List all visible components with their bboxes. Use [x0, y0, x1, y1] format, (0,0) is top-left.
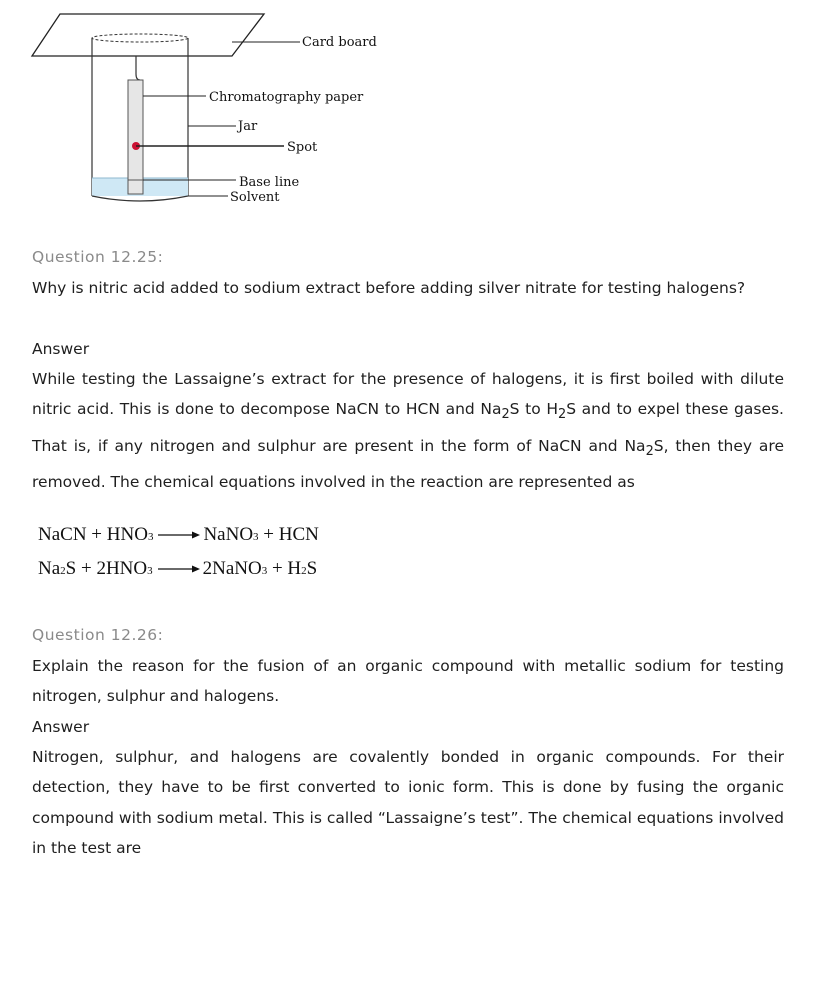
eq2-lhs-sub2: 3: [147, 565, 153, 577]
baseline-label: Base line: [239, 175, 300, 190]
spot-label: Spot: [287, 140, 318, 155]
eq1-rhs-sub: 3: [253, 531, 259, 543]
cardboard-label: Card board: [302, 35, 377, 50]
eq2-rhs-sub1: 3: [261, 565, 268, 577]
paper-strip: [128, 80, 143, 194]
answer-25-sub2: 2: [557, 407, 567, 423]
question-25-title: Question 12.25:: [32, 248, 164, 266]
question-25-text: Why is nitric acid added to sodium extract before adding silver nitrate for testing halogens?: [32, 279, 746, 297]
reaction-arrow-icon: [156, 529, 200, 541]
eq2-rhs-sub2: 2: [301, 565, 307, 577]
answer-25-label: Answer: [32, 340, 90, 358]
equation-2: [38, 558, 317, 580]
answer-25-text: [32, 364, 784, 498]
jar-bottom: [92, 196, 188, 201]
eq2-lhs-a: Na: [38, 558, 61, 579]
solvent-label: Solvent: [230, 190, 280, 205]
paper-hook: [136, 56, 140, 80]
answer-25-part3: S and to expel these gases. That is, if any nitrogen and sulphur are present in the form of NaCN and Na: [32, 400, 784, 455]
reaction-arrow-icon: [156, 563, 200, 575]
eq2-rhs-b: + H: [267, 558, 302, 579]
chromatography-diagram: [28, 8, 388, 213]
answer-25-sub1: 2: [501, 407, 510, 423]
jar-top: [92, 34, 188, 42]
question-26-title: Question 12.26:: [32, 626, 164, 644]
eq1-lhs: NaCN + HNO: [38, 524, 148, 545]
answer-26-label: Answer: [32, 718, 90, 736]
jar-label: Jar: [238, 119, 258, 134]
cardboard-shape: [32, 14, 264, 56]
answer-25-part1: While testing the Lassaigne’s extract for the presence of halogens, it is first boiled with dilute nitric acid. This is done to decompose NaCN to HCN and Na: [32, 370, 784, 419]
eq1-rhs-b: + HCN: [258, 524, 319, 545]
eq1-lhs-sub: 3: [147, 531, 154, 543]
question-26-text: Explain the reason for the fusion of an organic compound with metallic sodium for testing nitrogen, sulphur and halogens.: [32, 657, 784, 706]
paper-label: Chromatography paper: [209, 90, 364, 105]
answer-25-part4: S, then they are removed. The chemical equations involved in the reaction are represented as: [32, 436, 785, 492]
equation-1: [38, 524, 319, 546]
answer-26-text: Nitrogen, sulphur, and halogens are covalently bonded in organic compounds. For their detection, they have to be first converted to ionic form. This is done by fusing the organic compound with sodium metal. This is called “Lassaigne’s test”. The chemical equations involved in the test are: [32, 748, 784, 858]
eq2-lhs-sub1: 2: [60, 565, 66, 577]
answer-25-sub3: 2: [645, 444, 654, 459]
eq1-rhs-a: NaNO: [203, 524, 254, 545]
answer-25-part2: S to H: [509, 400, 558, 419]
eq2-rhs-c: S: [306, 558, 318, 579]
eq2-rhs-a: 2NaNO: [202, 558, 262, 579]
eq2-lhs-b: S + 2HNO: [65, 558, 148, 579]
